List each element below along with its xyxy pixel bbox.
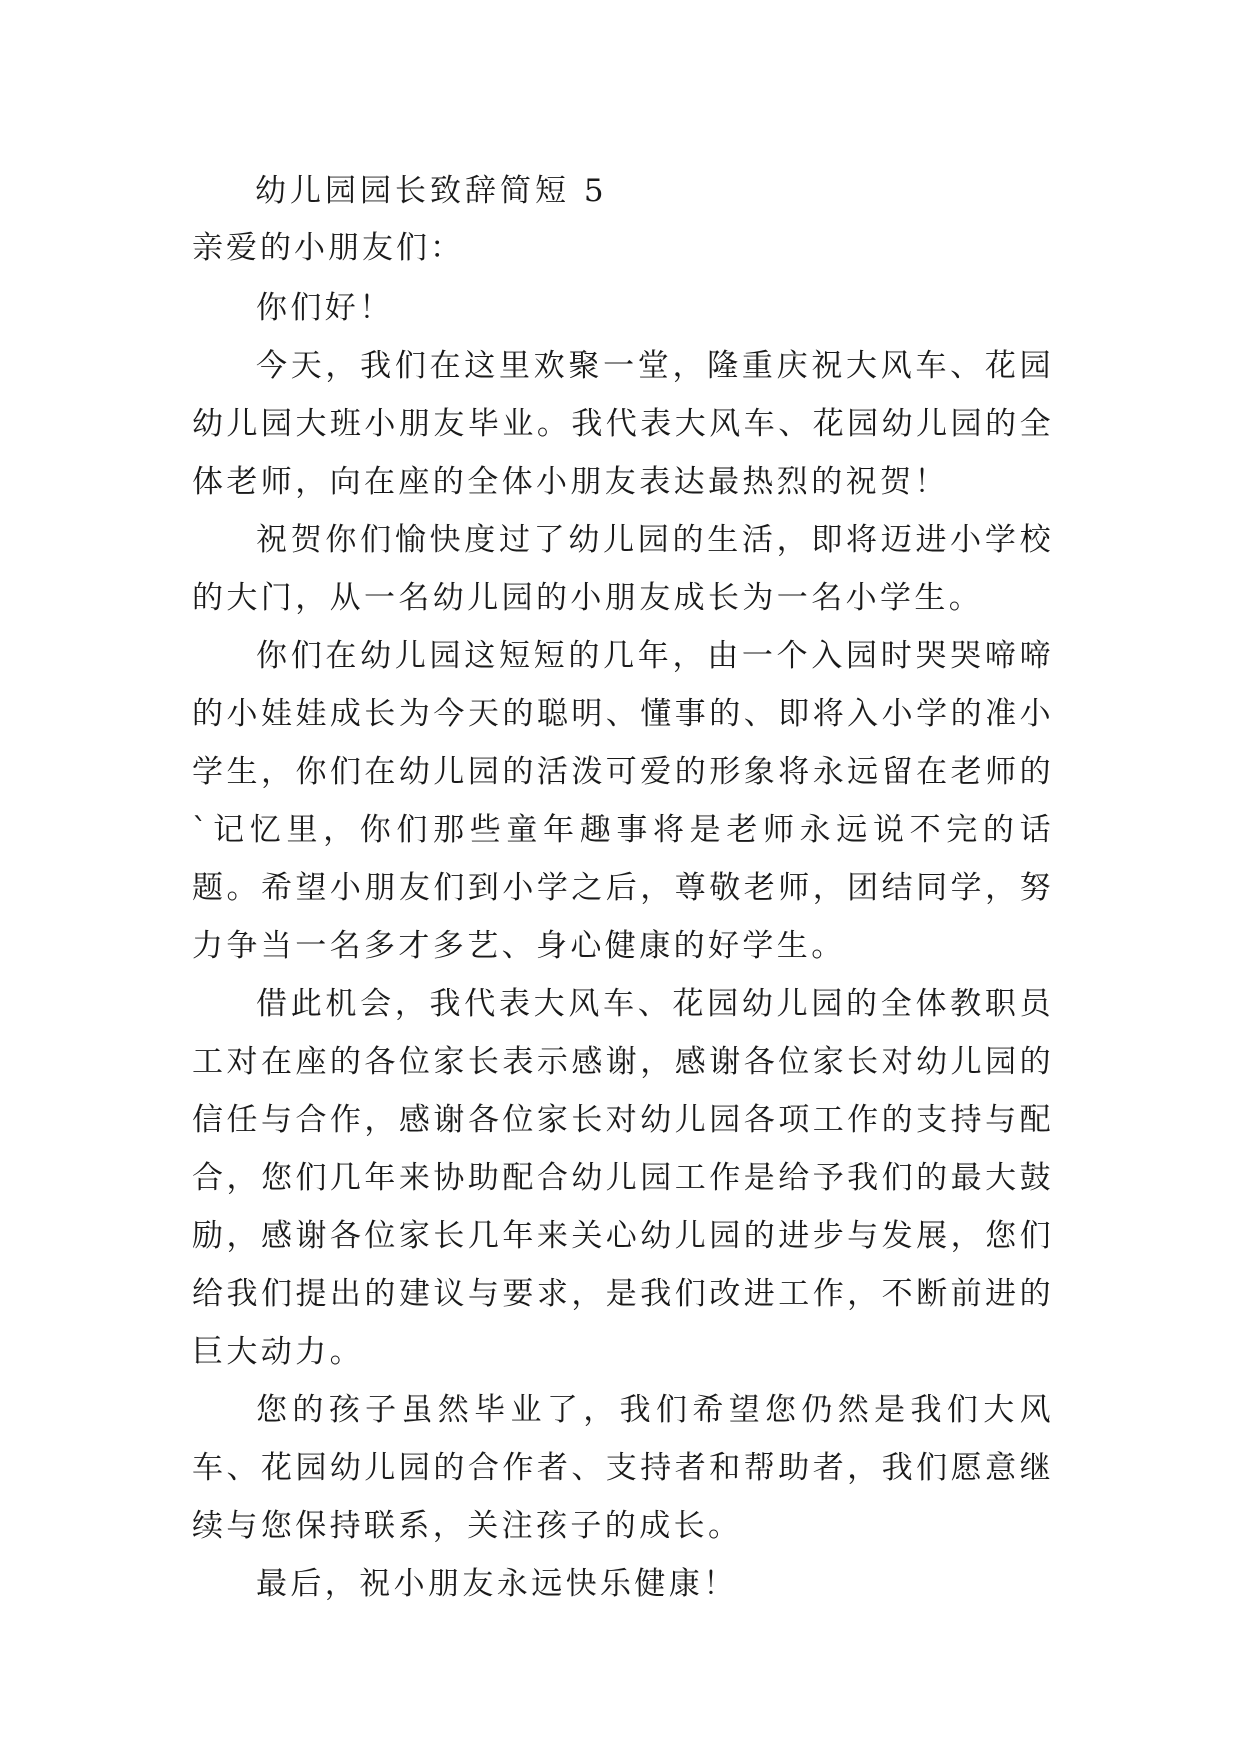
paragraph-greeting: 你们好！ (256, 290, 394, 326)
paragraph-congratulation: 祝贺你们愉快度过了幼儿园的生活，即将迈进小学校的大门，从一名幼儿园的小朋友成长为一名小学生。 (192, 522, 1054, 616)
salutation: 亲爱的小朋友们： (192, 230, 464, 266)
paragraph-partnership: 您的孩子虽然毕业了，我们希望您仍然是我们大风车、花园幼儿园的合作者、支持者和帮助者，我们愿意继续与您保持联系，关注孩子的成长。 (192, 1392, 1054, 1544)
document-title: 幼儿园园长致辞简短 5 (255, 173, 608, 209)
paragraph-closing: 最后，祝小朋友永远快乐健康！ (256, 1566, 738, 1602)
paragraph-celebration: 今天，我们在这里欢聚一堂，隆重庆祝大风车、花园幼儿园大班小朋友毕业。我代表大风车、花园幼儿园的全体老师，向在座的全体小朋友表达最热烈的祝贺！ (192, 348, 1054, 500)
paragraph-memories: 你们在幼儿园这短短的几年，由一个入园时哭哭啼啼的小娃娃成长为今天的聪明、懂事的、即将入小学的准小学生，你们在幼儿园的活泼可爱的形象将永远留在老师的`记忆里，你们那些童年趣事将是老师永远说不完的话题。希望小朋友们到小学之后，尊敬老师，团结同学，努力争当一名多才多艺、身心健康的好学生。 (192, 638, 1054, 964)
document-body (192, 279, 1054, 1613)
paragraph-thanks-parents: 借此机会，我代表大风车、花园幼儿园的全体教职员工对在座的各位家长表示感谢，感谢各位家长对幼儿园的信任与合作，感谢各位家长对幼儿园各项工作的支持与配合，您们几年来协助配合幼儿园工作是给予我们的最大鼓励，感谢各位家长几年来关心幼儿园的进步与发展，您们给我们提出的建议与要求，是我们改进工作，不断前进的巨大动力。 (192, 986, 1054, 1370)
